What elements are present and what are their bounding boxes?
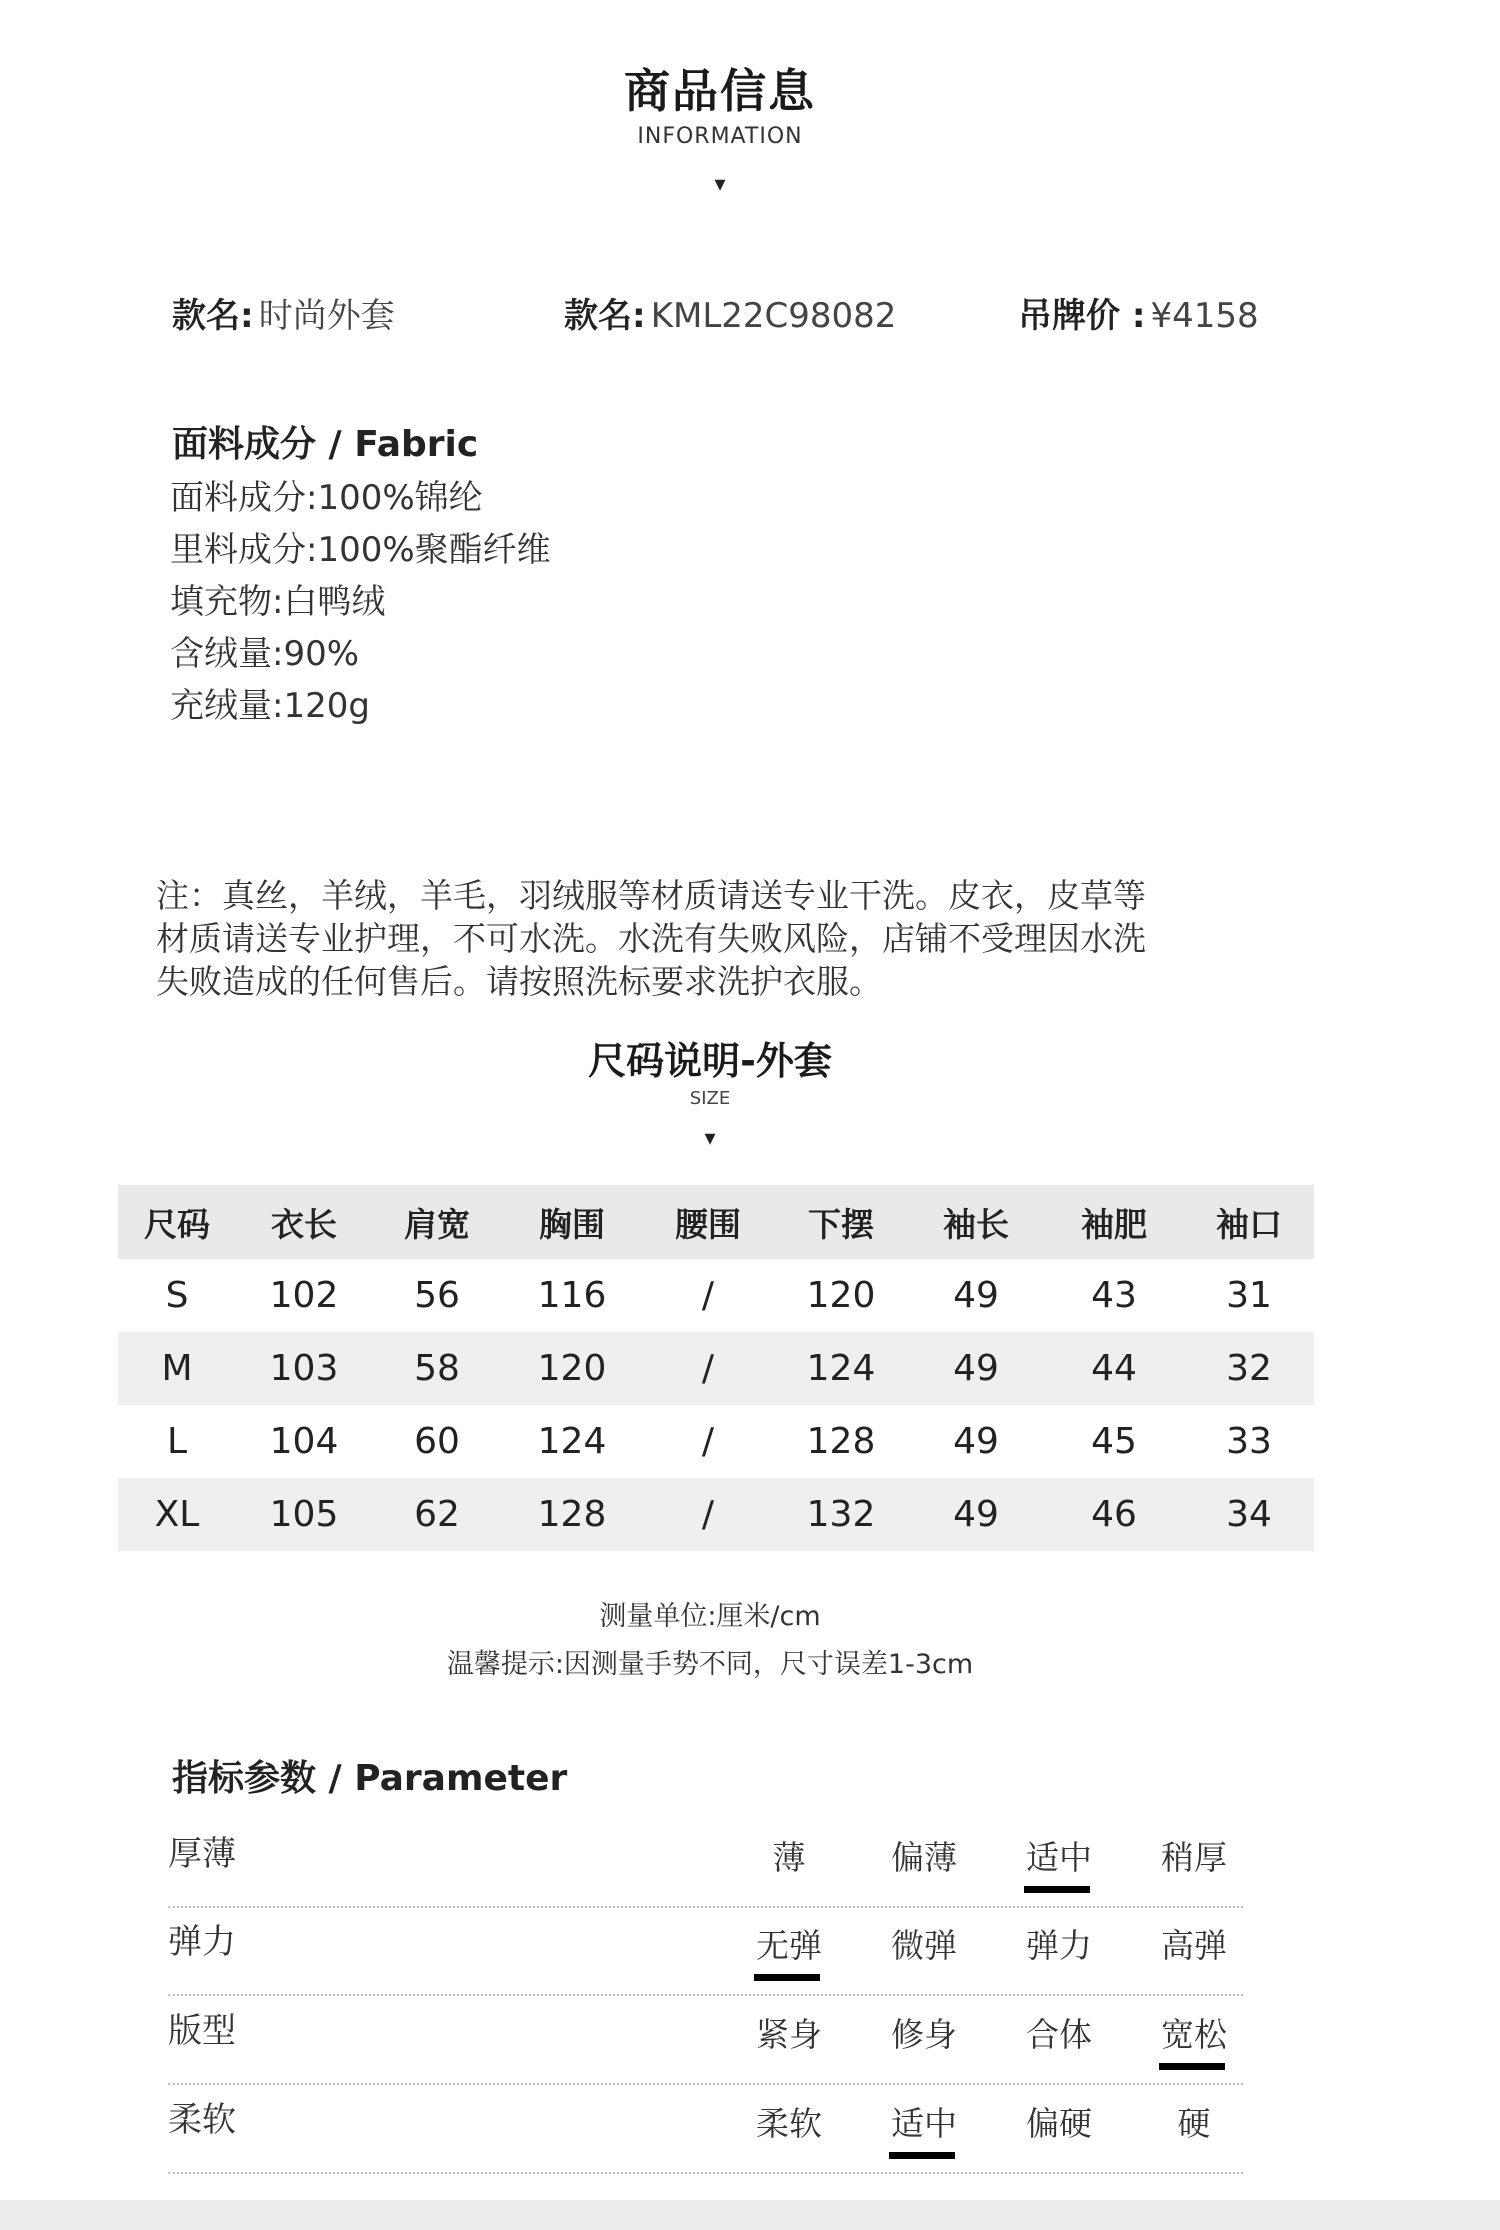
table-cell: 124 [537, 1421, 607, 1462]
table-header: 腰围 [642, 1185, 774, 1259]
parameter-option: 柔软 [756, 2104, 822, 2143]
fabric-heading: 面料成分 / Fabric [172, 424, 479, 465]
table-header: 衣长 [236, 1185, 372, 1259]
table-header: 袖长 [908, 1185, 1044, 1259]
parameter-option-selected: 适中 [879, 2098, 969, 2145]
table-cell: L [166, 1421, 188, 1462]
measure-unit: 测量单位:厘米/cm [599, 1601, 821, 1632]
info-label: 款名: [564, 296, 646, 336]
page-title: 商品信息 [624, 64, 816, 118]
selected-underline [1024, 1886, 1090, 1893]
table-cell: 103 [236, 1332, 372, 1405]
table-header: 胸围 [502, 1185, 642, 1259]
parameter-option: 偏硬 [1026, 2104, 1092, 2143]
parameter-option: 硬 [1177, 2104, 1211, 2143]
table-cell: 56 [414, 1275, 460, 1316]
table-cell: / [642, 1332, 774, 1405]
parameter-option: 弹力 [1026, 1926, 1092, 1965]
fabric-list [170, 472, 551, 732]
table-cell: 49 [953, 1421, 999, 1462]
table-cell: / [642, 1478, 774, 1551]
selected-underline [1159, 2063, 1225, 2070]
parameter-option-selected: 宽松 [1149, 2009, 1239, 2056]
table-cell: 31 [1226, 1275, 1272, 1316]
info-value: ¥4158 [1150, 296, 1259, 336]
parameter-option-selected: 无弹 [744, 1920, 834, 1967]
fabric-line: 填充物:白鸭绒 [170, 582, 386, 622]
parameter-option: 高弹 [1161, 1926, 1227, 1965]
table-cell: 43 [1091, 1275, 1137, 1316]
table-row [118, 1259, 1314, 1332]
parameter-option: 修身 [891, 2015, 957, 2054]
table-cell: M [118, 1332, 236, 1405]
parameter-option: 稍厚 [1161, 1838, 1227, 1877]
table-cell: 32 [1184, 1332, 1314, 1405]
chevron-down-icon: ▾ [714, 172, 726, 197]
fabric-line: 含绒量:90% [170, 634, 360, 674]
table-cell: 46 [1044, 1478, 1184, 1551]
size-subtitle: SIZE [689, 1088, 731, 1109]
care-note-line: 失败造成的任何售后。请按照洗标要求洗护衣服。 [156, 962, 882, 1001]
measure-tip: 温馨提示:因测量手势不同，尺寸误差1-3cm [446, 1649, 974, 1680]
chevron-down-icon: ▾ [704, 1126, 716, 1151]
table-cell: 128 [502, 1478, 642, 1551]
parameter-option: 合体 [1026, 2015, 1092, 2054]
fabric-line: 里料成分:100%聚酯纤维 [170, 530, 551, 570]
table-cell: 49 [953, 1275, 999, 1316]
table-cell: 120 [502, 1332, 642, 1405]
table-header: 尺码 [118, 1185, 236, 1259]
parameter-row [168, 1818, 1243, 1908]
table-header: 肩宽 [372, 1185, 502, 1259]
info-label: 款名: [172, 296, 254, 336]
table-cell: 116 [537, 1275, 607, 1316]
size-table [118, 1185, 1314, 1551]
table-cell: 124 [774, 1332, 908, 1405]
table-cell: / [701, 1275, 715, 1316]
parameter-row [168, 1995, 1243, 2085]
care-note-line: 材质请送专业护理，不可水洗。水洗有失败风险，店铺不受理因水洗 [156, 919, 1146, 958]
parameter-label: 厚薄 [168, 1834, 236, 1874]
table-cell: 49 [908, 1478, 1044, 1551]
parameter-option: 紧身 [756, 2015, 822, 2054]
parameter-row [168, 1906, 1243, 1996]
table-cell: 58 [372, 1332, 502, 1405]
info-style-code [564, 288, 896, 337]
table-header: 袖肥 [1044, 1185, 1184, 1259]
table-header: 袖口 [1184, 1185, 1314, 1259]
table-cell: S [165, 1275, 189, 1316]
info-value: KML22C98082 [650, 296, 897, 336]
table-cell: 34 [1184, 1478, 1314, 1551]
fabric-line: 充绒量:120g [170, 686, 370, 726]
parameter-row [168, 2084, 1243, 2174]
table-cell: 44 [1044, 1332, 1184, 1405]
table-cell: 33 [1226, 1421, 1272, 1462]
table-row [118, 1332, 1314, 1405]
table-header: 下摆 [774, 1185, 908, 1259]
info-value: 时尚外套 [258, 296, 395, 336]
table-cell: 102 [269, 1275, 339, 1316]
table-cell: XL [118, 1478, 236, 1551]
info-tag-price [1018, 288, 1259, 337]
parameter-label: 弹力 [168, 1922, 236, 1962]
parameter-option: 薄 [772, 1838, 806, 1877]
table-cell: 120 [806, 1275, 876, 1316]
table-cell: 132 [774, 1478, 908, 1551]
selected-underline [754, 1974, 820, 1981]
footer-divider [0, 2200, 1500, 2230]
table-cell: 128 [806, 1421, 876, 1462]
table-cell: 45 [1091, 1421, 1137, 1462]
table-cell: 105 [236, 1478, 372, 1551]
care-note-line: 注：真丝，羊绒，羊毛，羽绒服等材质请送专业干洗。皮衣，皮草等 [156, 876, 1146, 915]
parameter-option-selected: 适中 [1014, 1832, 1104, 1879]
info-label: 吊牌价 : [1018, 296, 1146, 336]
care-note [156, 874, 1326, 1003]
table-row [118, 1405, 1314, 1478]
size-title: 尺码说明-外套 [588, 1039, 832, 1083]
page-subtitle: INFORMATION [637, 124, 803, 149]
info-style-name [172, 288, 395, 337]
table-cell: 104 [269, 1421, 339, 1462]
parameter-label: 柔软 [168, 2100, 236, 2140]
table-header-row [118, 1185, 1314, 1259]
selected-underline [889, 2152, 955, 2159]
fabric-line: 面料成分:100%锦纶 [170, 478, 483, 518]
table-cell: 62 [372, 1478, 502, 1551]
parameter-label: 版型 [168, 2011, 236, 2051]
parameter-heading: 指标参数 / Parameter [172, 1758, 568, 1799]
table-cell: 60 [414, 1421, 460, 1462]
table-cell: 49 [908, 1332, 1044, 1405]
table-row [118, 1478, 1314, 1551]
parameter-option: 微弹 [891, 1926, 957, 1965]
table-cell: / [701, 1421, 715, 1462]
parameter-option: 偏薄 [891, 1838, 957, 1877]
